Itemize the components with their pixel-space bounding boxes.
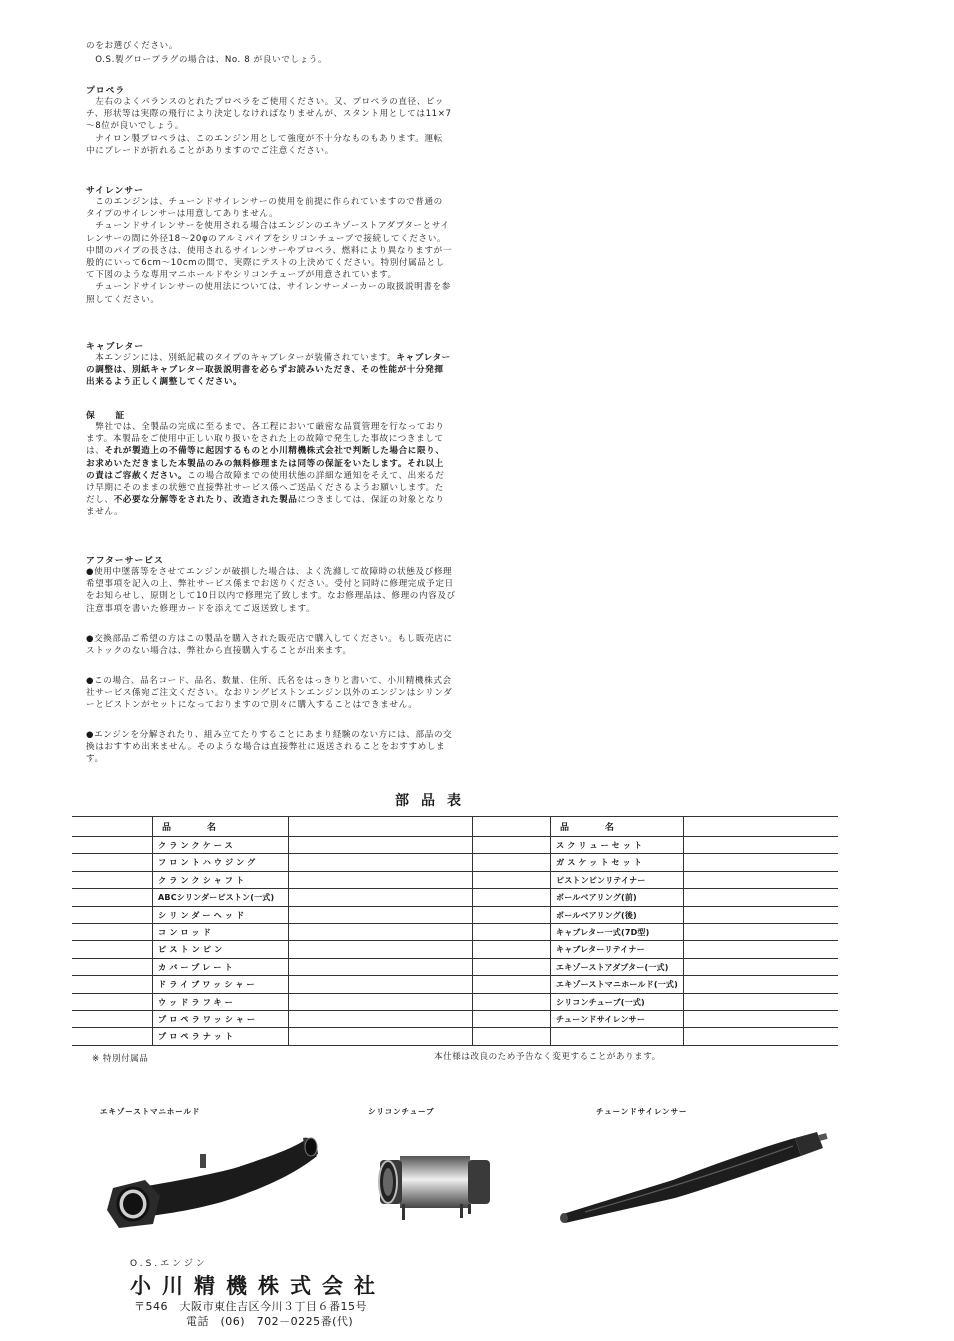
part-name-left: カバープレート	[158, 961, 236, 972]
warranty-body-1: 弊社では、全製品の完成に至るまで、各工程において厳密な品質管理を行なっております。本製品をご使用中正しい取り扱いをされた上の故障で発生した事故につきましては、	[86, 422, 445, 457]
part-name-left: クランクシャフト	[158, 874, 248, 885]
manifold-image	[105, 1128, 325, 1233]
part-name-right: キャブレター一式(7D型)	[556, 928, 650, 937]
part-name-left: コンロッド	[158, 927, 214, 937]
silencer-heading: サイレンサー	[86, 186, 144, 196]
part-name-left: ドライブワッシャー	[158, 979, 258, 990]
carburetor-heading: キャブレター	[86, 342, 145, 352]
table-bottom-border	[72, 1045, 838, 1046]
footer-address: 〒546 大阪市東住吉区今川３丁目６番15号	[134, 1300, 367, 1313]
table-row	[72, 940, 838, 958]
parts-table-title: 部品表	[395, 793, 473, 809]
part-name-right: チューンドサイレンサー	[556, 1015, 646, 1024]
header-left-label: 品 名	[162, 823, 217, 833]
caption-tube: シリコンチューブ	[368, 1107, 435, 1116]
table-note-left: ※ 特別付属品	[92, 1054, 149, 1064]
part-name-right: エキゾーストアダプター(一式)	[556, 962, 669, 972]
table-row	[72, 1010, 838, 1028]
warranty-body-3: この場合故障までの使用状態の詳細な通知をそえて、出来るだけ早期にそのままの状態で直接弊社サービス係へご送品くださるようお願いします。ただし、	[86, 470, 445, 506]
after-service-bullet-1: ●使用中墜落等をさせてエンジンが破損した場合は、よく洗滌して故障時の状態及び修理希望事項を記入の上、弊社サービス係までお送りください。受付と同時に修理完成予定日をお知らせし、原則として10日以内で修理完了致します。なお修理品は、修理の内容及び注意事項を書いた修理カードを添えてご返送致します。	[86, 567, 456, 614]
part-name-right: ボールベアリング(前)	[556, 893, 637, 903]
part-name-left: ピストンピン	[158, 944, 226, 955]
table-row	[72, 975, 838, 993]
part-name-left: プロペラワッシャー	[158, 1014, 259, 1024]
footer-company-name: 小川精機株式会社	[130, 1274, 386, 1298]
table-row	[72, 923, 838, 941]
warranty-body-4: 不必要な分解等をされたり、改造された製品	[113, 495, 298, 506]
header-right-label: 品 名	[560, 823, 615, 833]
table-row	[72, 906, 838, 924]
part-name-right: シリコンチューブ(一式)	[556, 997, 645, 1007]
part-name-right: キャブレターリテイナー	[556, 945, 645, 955]
part-name-left: ABCシリンダーピストン(一式)	[158, 893, 275, 903]
intro-line-2: O.S.製グロープラグの場合は、No. 8 が良いでしょう。	[86, 55, 328, 65]
warranty-heading: 保 証	[86, 411, 126, 421]
part-name-left: クランクケース	[158, 840, 236, 850]
after-service-bullet-3: ●この場合、品名コード、品名、数量、住所、氏名をはっきりと書いて、小川精機株式会社サービス係宛ご注文ください。なおリングピストンエンジン以外のエンジンはシリンダーとピストンがセットになっておりますので別々に購入することはできません。	[86, 676, 453, 711]
warranty-body	[86, 421, 452, 519]
intro-line-1: のをお選びください。	[86, 41, 178, 51]
after-service-bullet-4: ●エンジンを分解されたり、組み立てたりすることにあまり経験のない方には、部品の交換はおすすめ出来ません。そのような場合は直接弊社に返送されることをおすすめします。	[86, 730, 453, 765]
part-name-right: スクリューセット	[556, 840, 646, 850]
part-name-left: プロペラナット	[158, 1031, 237, 1042]
part-name-left: フロントハウジング	[158, 857, 259, 868]
part-name-right: エキゾーストマニホールド(一式)	[556, 980, 678, 990]
caption-silencer: チューンドサイレンサー	[596, 1107, 688, 1116]
warranty-body-5: につきましては、保証の対象となりません。	[86, 495, 445, 518]
table-row	[72, 958, 838, 976]
footer-telephone: 電話 (06) 702－0225番(代)	[186, 1315, 354, 1328]
carburetor-body-bold: キャブレターの調整は、別紙キャブレター取扱説明書を必らずお読みいただき、その性能が十分発揮出来るよう正しく調整してください。	[86, 353, 451, 388]
part-name-left: シリンダーヘッド	[158, 909, 248, 920]
part-name-right: ガスケットセット	[556, 857, 645, 868]
table-note-right: 本仕様は改良のため予告なく変更することがあります。	[434, 1052, 661, 1062]
table-row	[72, 853, 838, 871]
after-service-bullet-2: ●交換部品ご希望の方はこの製品を購入された販売店で購入してください。もし販売店にストックのない場合は、弊社から直接購入することが出来ます。	[86, 634, 453, 657]
part-name-right: ボールベアリング(後)	[556, 910, 637, 920]
footer-brand: O.S.エンジン	[130, 1259, 208, 1269]
after-service-heading: アフターサービス	[86, 556, 164, 566]
table-row	[72, 836, 838, 854]
table-row	[72, 888, 838, 906]
table-row	[72, 871, 838, 889]
table-header-row	[72, 816, 838, 834]
caption-manifold: エキゾーストマニホールド	[100, 1107, 201, 1116]
silencer-body: このエンジンは、チューンドサイレンサーの使用を前提に作られていますので普通のタイプのサイレンサーは用意してありません。 チューンドサイレンサーを使用される場合はエンジンのエキゾーストアダプターとサイレンサーの間に外径18～20φのアルミパイプをシリコンチューブで接続してください。中間のパイプの長さは、使用されるサイレンサーやプロペラ、燃料により異なりますが一般的にいって6cm～10cmの間で、実際にテストの上決めてください。特別付属品として下図のような専用マニホールドやシリコンチューブが用意されています。 チューンドサイレンサーの使用法については、サイレンサーメーカーの取扱説明書を参照してください。	[86, 197, 452, 305]
table-row	[72, 993, 838, 1011]
tuned-silencer-image	[555, 1128, 830, 1228]
carburetor-body	[86, 352, 452, 389]
propeller-body: 左右のよくバランスのとれたプロペラをご使用ください。又、プロペラの直径、ピッチ、形状等は実際の飛行により決定しなければなりませんが、スタント用としては11×7～8位が良いでしょう。 ナイロン製プロペラは、このエンジン用として強度が不十分なものもあります。運転中にブレードが折れることがありますのでご注意ください。	[86, 97, 452, 156]
warranty-body-2: それが製造上の不備等に起因するものと小川精機株式会社で判断した場合に限り、お求めいただきました本製品のみの無料修理または同等の保証をいたします。それ以上の責はご容赦ください。	[86, 446, 445, 481]
carburetor-body-plain: 本エンジンには、別紙記載のタイプのキャブレターが装備されています。	[86, 353, 397, 363]
table-row	[72, 1027, 838, 1045]
silicone-tube-image	[372, 1146, 500, 1226]
part-name-left: ウッドラフキー	[158, 996, 236, 1007]
part-name-right: ピストンピンリテイナー	[556, 875, 646, 885]
propeller-heading: プロペラ	[86, 86, 126, 96]
